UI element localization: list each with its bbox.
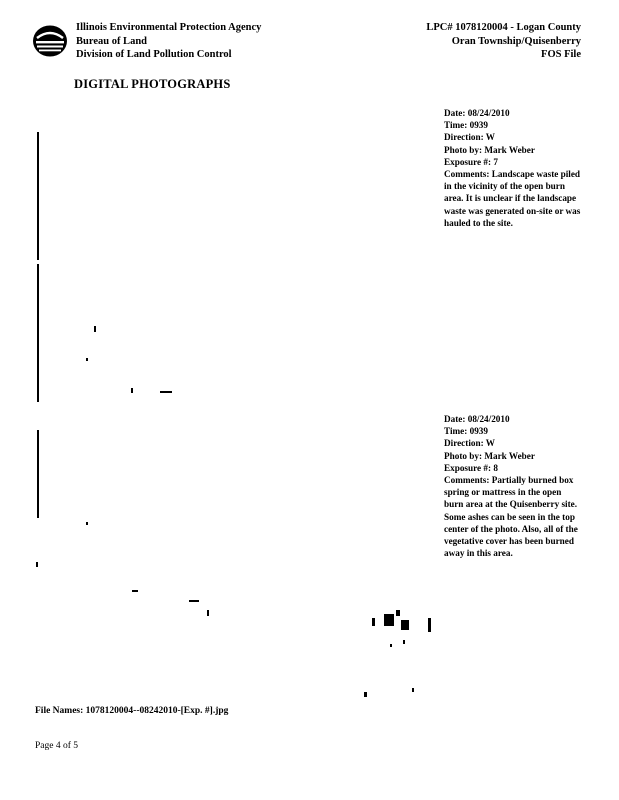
bureau-name: Bureau of Land: [76, 35, 147, 47]
photo-by: Photo by: Mark Weber: [444, 450, 535, 461]
illinois-epa-seal-icon: [31, 24, 69, 58]
lpc-header: [426, 21, 581, 62]
photo-info-exposure-7: [444, 107, 582, 229]
photo-exposure: Exposure #: 8: [444, 462, 498, 473]
photo-info-exposure-8: [444, 413, 582, 559]
photo-comments: Comments: Landscape waste piled in the vicinity of the open burn area. It is unclear if the landscape waste was generated on-site or was hauled to the site.: [444, 169, 581, 228]
photo-time: Time: 0939: [444, 426, 488, 437]
file-names: File Names: 1078120004--08242010-[Exp. #].jpg: [35, 706, 229, 716]
photo-image: [34, 430, 434, 710]
photo-date: Date: 08/24/2010: [444, 108, 510, 118]
photo-date: Date: 08/24/2010: [444, 414, 510, 424]
lpc-number: LPC# 1078120004 - Logan County: [426, 22, 581, 33]
photo-direction: Direction: W: [444, 132, 495, 143]
photo-direction: Direction: W: [444, 438, 495, 449]
photo-time: Time: 0939: [444, 120, 488, 131]
agency-header: [76, 21, 261, 62]
agency-name: Illinois Environmental Protection Agency: [76, 22, 262, 33]
township: Oran Township/Quisenberry: [451, 35, 581, 47]
division-name: Division of Land Pollution Control: [76, 49, 232, 60]
file-type: FOS File: [541, 49, 581, 60]
page-number: Page 4 of 5: [35, 741, 79, 751]
page-title: DIGITAL PHOTOGRAPHS: [74, 77, 231, 91]
photo-exposure: Exposure #: 7: [444, 156, 498, 167]
photo-image: [34, 126, 434, 406]
photo-by: Photo by: Mark Weber: [444, 144, 535, 155]
photo-comments: Comments: Partially burned box spring or mattress in the open burn area at the Quisenberry site. Some ashes can be seen in the top center of the photo. Also, all of the vegetative cover has been burned away in this area.: [444, 475, 578, 559]
